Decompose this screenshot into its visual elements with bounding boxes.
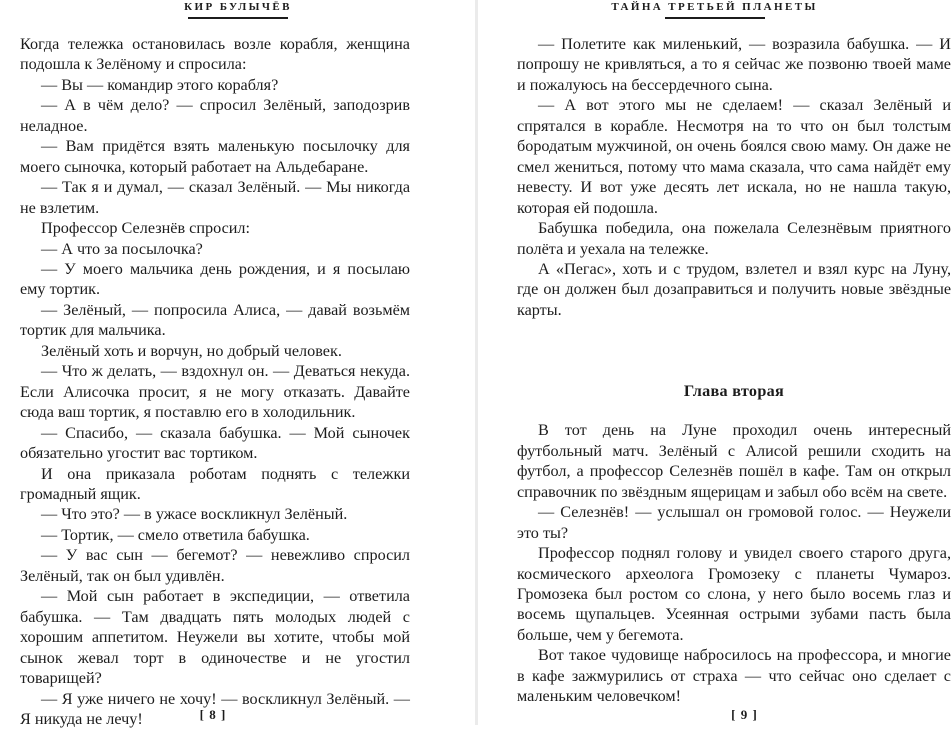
left-page bbox=[0, 0, 476, 725]
paragraph: И она приказала роботам поднять с тележки громадный ящик. bbox=[20, 464, 410, 505]
header-rule bbox=[188, 17, 288, 19]
page-number: [ 9 ] bbox=[538, 707, 951, 723]
paragraph: Профессор Селезнёв спросил: bbox=[20, 218, 410, 238]
paragraph: Профессор поднял голову и увидел своего старого друга, космического археолога Громозеку с планеты Чумароз. Громозека был ростом со слона, у него было восемь глаз и восемь щупальцев. Усеянная острыми зубами пасть была больше, чем у бегемота. bbox=[517, 543, 951, 645]
header-rule bbox=[665, 17, 765, 19]
page-number: [ 8 ] bbox=[0, 707, 476, 723]
paragraph: — Так я и думал, — сказал Зелёный. — Мы никогда не взлетим. bbox=[20, 177, 410, 218]
paragraph: — Зелёный, — попросила Алиса, — давай возьмём тортик для мальчика. bbox=[20, 300, 410, 341]
section-spacer bbox=[517, 320, 951, 381]
paragraph: — Селезнёв! — услышал он громовой голос. — Неужели это ты? bbox=[517, 502, 951, 543]
paragraph: — А вот этого мы не сделаем! — сказал Зелёный и спрятался в корабле. Несмотря на то что он был толстым бородатым мужчиной, он очень боялся свою маму. Он даже не смел жениться, потому что мама сказала, что сама найдёт ему невесту. И вот уже десять лет искала, но не нашла такую, которая ей подошла. bbox=[517, 95, 951, 218]
paragraph: — У вас сын — бегемот? — невежливо спросил Зелёный, так он был удивлён. bbox=[20, 545, 410, 586]
chapter-title: Глава вторая bbox=[517, 381, 951, 401]
paragraph: — Мой сын работает в экспедиции, — ответила бабушка. — Там двадцать пять молодых людей с хорошим аппетитом. Неужели вы хотите, чтобы мой сынок жевал торт в одиночестве и не угостил товарищей? bbox=[20, 586, 410, 688]
left-page-body bbox=[20, 34, 410, 729]
right-page-body bbox=[517, 34, 951, 707]
paragraph: — Я уже ничего не хочу! — воскликнул Зелёный. — Я никуда не лечу! bbox=[20, 689, 410, 729]
running-head-author: КИР БУЛЫЧЁВ bbox=[0, 0, 476, 14]
paragraph: — Вы — командир этого корабля? bbox=[20, 75, 410, 95]
paragraph: — Что ж делать, — вздохнул он. — Деваться некуда. Если Алисочка просит, я не могу отказать. Давайте сюда ваш тортик, я поставлю его в холодильник. bbox=[20, 361, 410, 422]
paragraph: Бабушка победила, она пожелала Селезнёвым приятного полёта и уехала на тележке. bbox=[517, 218, 951, 259]
paragraph: — Тортик, — смело ответила бабушка. bbox=[20, 525, 410, 545]
paragraph: В тот день на Луне проходил очень интересный футбольный матч. Зелёный с Алисой решили сходить на футбол, а профессор Селезнёв пошёл в кафе. Там он открыл справочник по звёздным ящерицам и забыл обо всём на свете. bbox=[517, 420, 951, 502]
paragraph: — Полетите как миленький, — возразила бабушка. — И попрошу не кривляться, а то я сейчас же позвоню твоей маме и пожалуюсь на бессердечного сына. bbox=[517, 34, 951, 95]
paragraph: Когда тележка остановилась возле корабля, женщина подошла к Зелёному и спросила: bbox=[20, 34, 410, 75]
paragraph: Вот такое чудовище набросилось на профессора, и многие в кафе зажмурились от страха — что сейчас оно сделает с маленьким человечком! bbox=[517, 645, 951, 706]
paragraph: — У моего мальчика день рождения, и я посылаю ему тортик. bbox=[20, 259, 410, 300]
paragraph: — Вам придётся взять маленькую посылочку для моего сыночка, который работает на Альдебаране. bbox=[20, 136, 410, 177]
paragraph: А «Пегас», хоть и с трудом, взлетел и взял курс на Луну, где он должен был дозаправиться и получить новые звёздные карты. bbox=[517, 259, 951, 320]
right-page bbox=[478, 0, 951, 725]
paragraph: Зелёный хоть и ворчун, но добрый человек. bbox=[20, 341, 410, 361]
running-head-title: ТАЙНА ТРЕТЬЕЙ ПЛАНЕТЫ bbox=[478, 0, 951, 14]
paragraph: — А что за посылочка? bbox=[20, 239, 410, 259]
paragraph: — А в чём дело? — спросил Зелёный, заподозрив неладное. bbox=[20, 95, 410, 136]
paragraph: — Спасибо, — сказала бабушка. — Мой сыночек обязательно угостит вас тортиком. bbox=[20, 423, 410, 464]
paragraph: — Что это? — в ужасе воскликнул Зелёный. bbox=[20, 504, 410, 524]
